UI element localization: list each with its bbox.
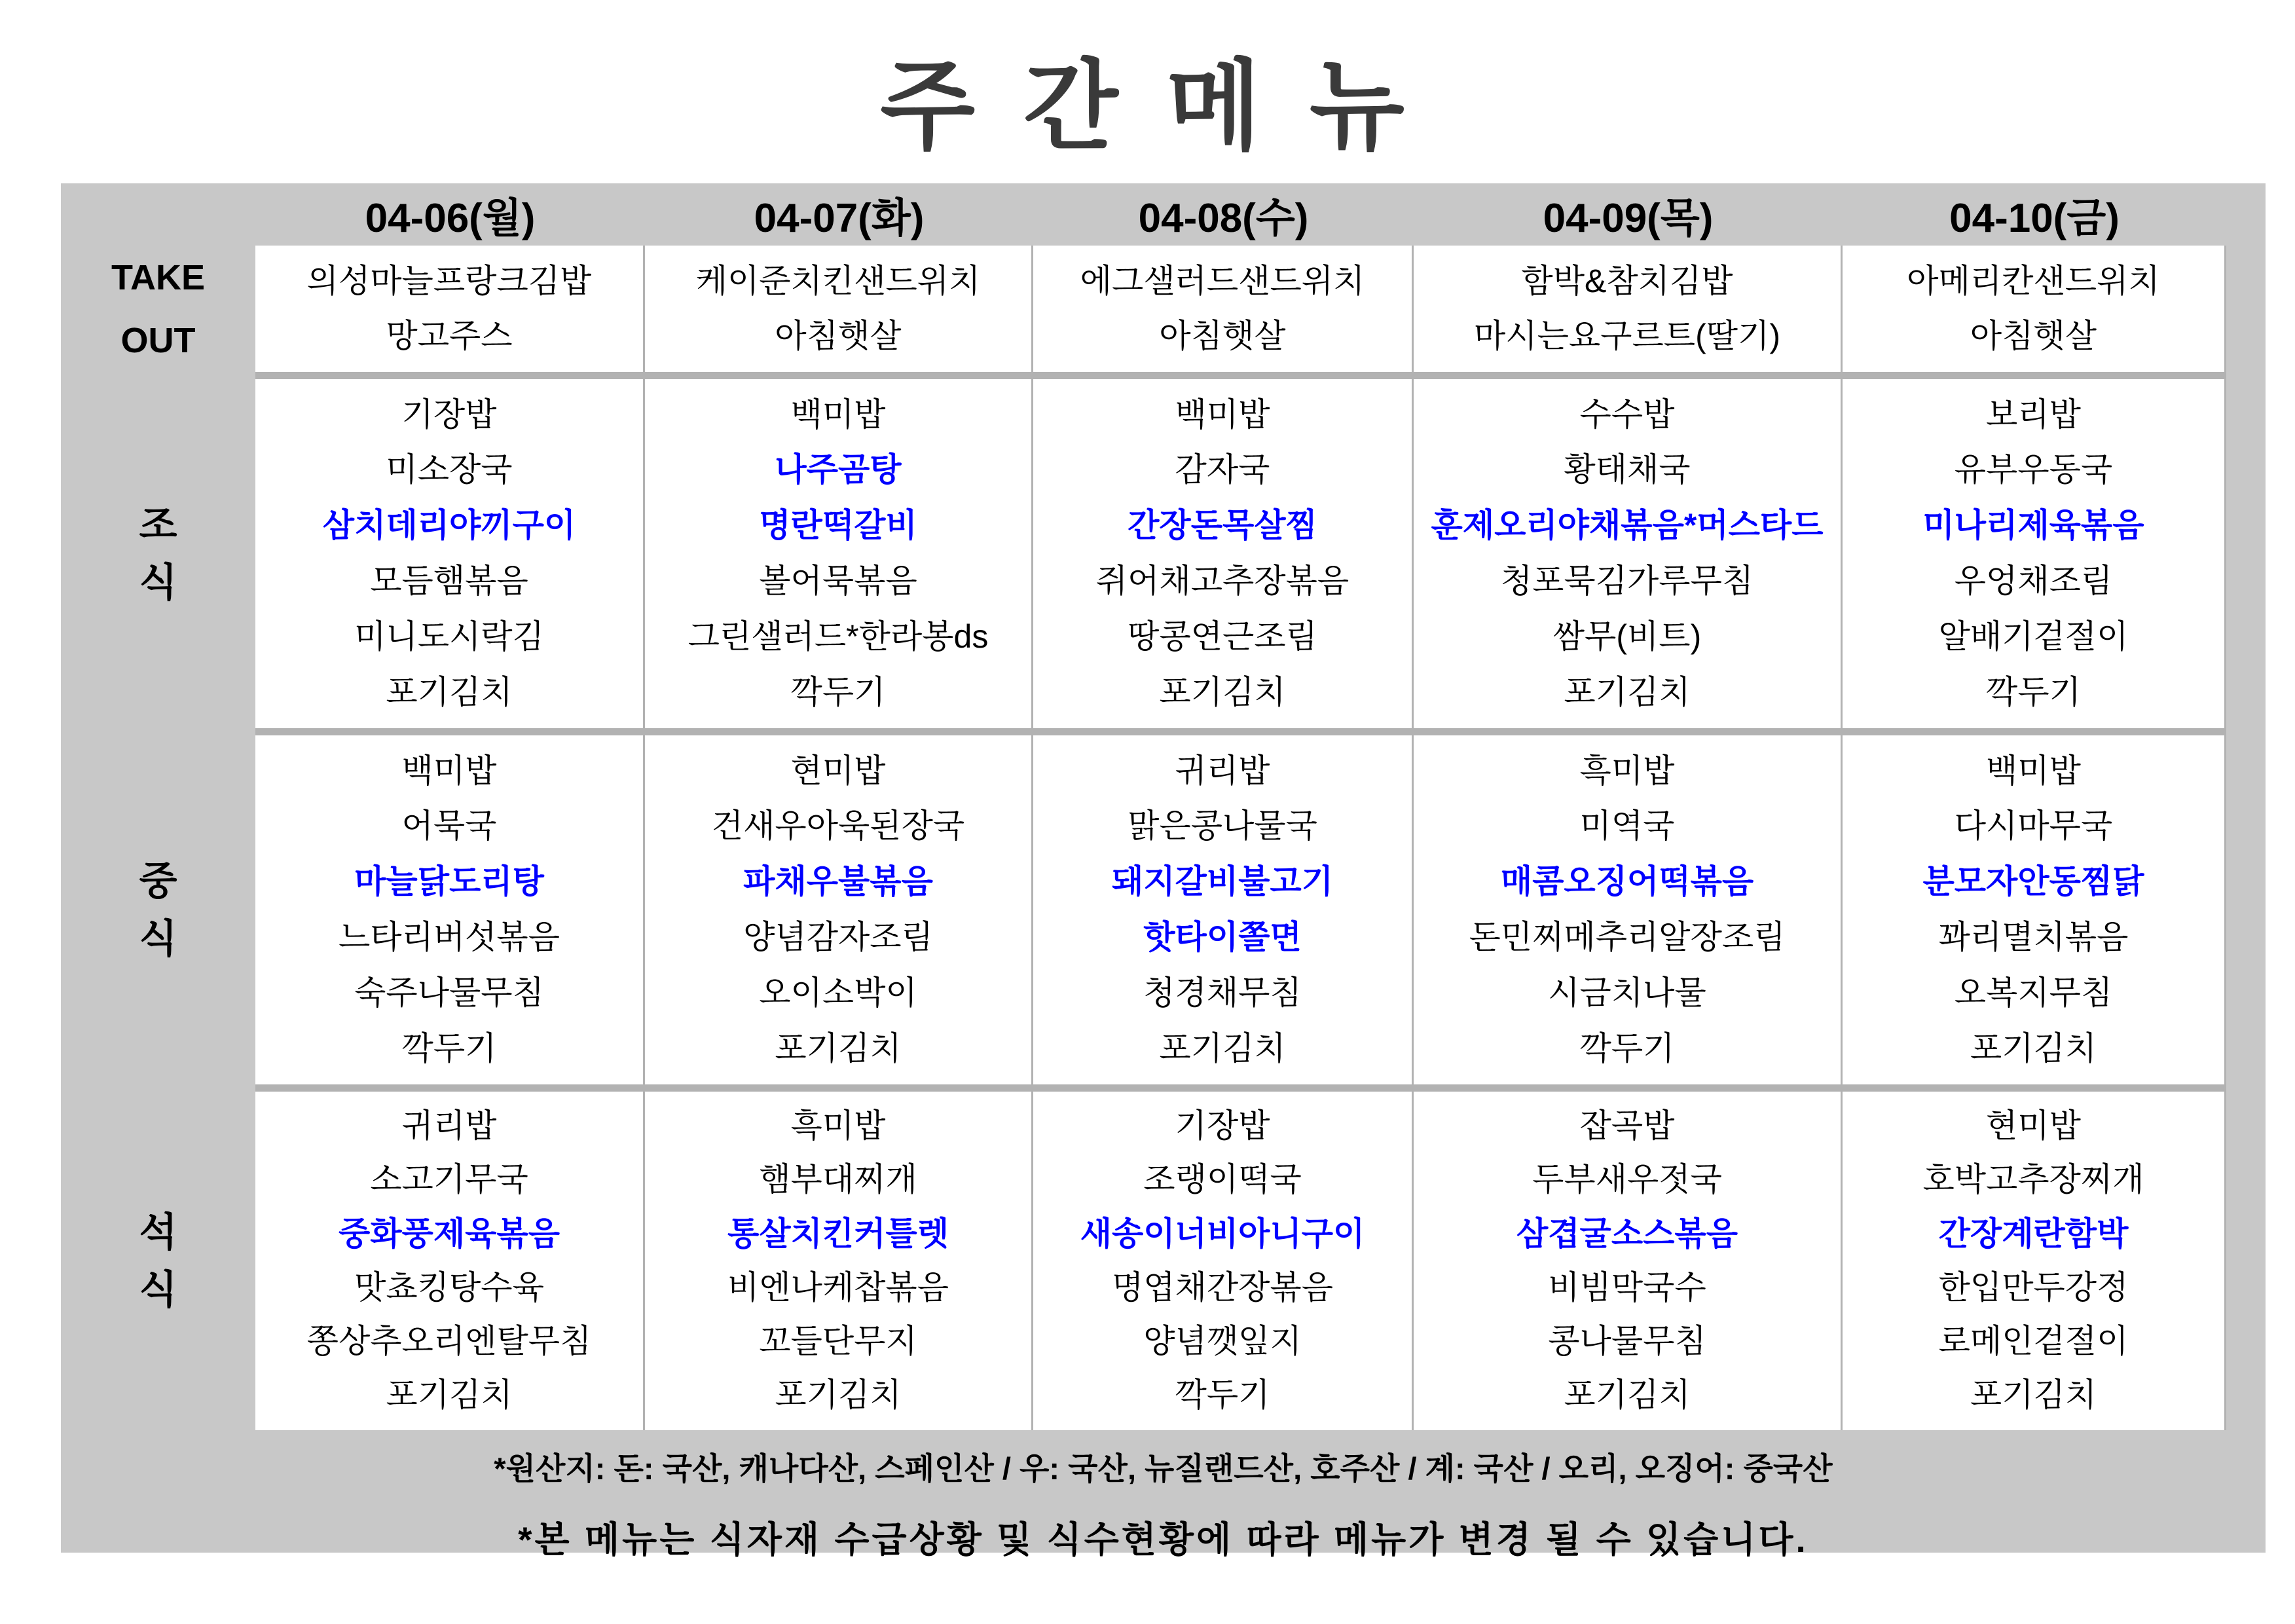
row-divider — [255, 728, 2226, 735]
menu-item: 땅콩연근조림 — [1128, 618, 1317, 655]
menu-item: 맛쵸킹탕수육 — [354, 1268, 544, 1306]
menu-item: 보리밥 — [1986, 396, 2081, 433]
menu-item-highlighted: 나주곰탕 — [775, 451, 902, 489]
menu-cell-dinner-day3 — [1033, 1092, 1414, 1430]
menu-item: 기장밥 — [1175, 1107, 1270, 1145]
meal-label-line: 석 — [139, 1209, 177, 1254]
menu-item: 포기김치 — [1564, 673, 1691, 710]
menu-item: 비빔막국수 — [1548, 1268, 1706, 1306]
menu-item-highlighted: 삼겹굴소스볶음 — [1516, 1215, 1738, 1252]
menu-item: 로메인겉절이 — [1938, 1322, 2129, 1359]
menu-cell-lunch-day3 — [1033, 735, 1414, 1084]
menu-item: 아침햇살 — [1159, 318, 1286, 354]
meal-label-takeout — [61, 246, 255, 372]
row-divider — [255, 1084, 2226, 1092]
menu-item: 볼어묵볶음 — [759, 563, 917, 600]
origin-note: *원산지: 돈: 국산, 캐나다산, 스페인산 / 우: 국산, 뉴질랜드산, 호주산 / 계: 국산 / 오리, 오징어: 중국산 — [494, 1451, 1833, 1486]
menu-cell-lunch-day5 — [1843, 735, 2226, 1084]
menu-item: 쫑상추오리엔탈무침 — [306, 1322, 592, 1359]
meal-label-line: 중 — [139, 858, 177, 903]
menu-item: 돈민찌메추리알장조림 — [1469, 919, 1786, 956]
menu-cell-breakfast-day2 — [645, 379, 1033, 728]
menu-cell-lunch-day1 — [255, 735, 645, 1084]
menu-item-highlighted: 핫타이쫄면 — [1143, 919, 1302, 956]
menu-item-highlighted: 간장계란함박 — [1938, 1215, 2129, 1252]
menu-item: 시금치나물 — [1548, 974, 1706, 1011]
menu-item: 느타리버섯볶음 — [338, 919, 560, 956]
menu-item: 잡곡밥 — [1579, 1107, 1675, 1145]
menu-item: 숙주나물무침 — [354, 974, 544, 1011]
menu-cell-takeout-day3 — [1033, 246, 1414, 372]
menu-cell-dinner-day2 — [645, 1092, 1033, 1430]
menu-item: 포기김치 — [386, 1376, 513, 1414]
menu-item: 알배기겉절이 — [1938, 618, 2129, 655]
menu-item: 백미밥 — [401, 752, 497, 789]
menu-item: 그린샐러드*한라봉ds — [688, 618, 989, 655]
meal-label-line: 조 — [139, 502, 177, 547]
menu-item-highlighted: 분모자안동찜닭 — [1922, 863, 2144, 900]
menu-item: 귀리밥 — [401, 1107, 497, 1145]
menu-item: 양념깻잎지 — [1143, 1322, 1302, 1359]
menu-item: 미역국 — [1579, 807, 1675, 845]
menu-item-highlighted: 간장돈목살찜 — [1128, 507, 1317, 544]
footer-notes — [61, 1430, 2266, 1562]
menu-item: 소고기무국 — [370, 1161, 528, 1198]
menu-item: 모듬햄볶음 — [370, 563, 528, 600]
menu-item: 청포묵김가루무침 — [1500, 563, 1754, 600]
table-corner — [61, 183, 255, 246]
page-title: 주 간 메 뉴 — [880, 51, 1415, 161]
menu-item: 미니도시락김 — [354, 618, 544, 655]
menu-item: 비엔나케찹볶음 — [727, 1268, 949, 1306]
day-header: 04-10(금) — [1949, 196, 2120, 241]
menu-item: 한입만두강정 — [1938, 1268, 2129, 1306]
meal-label-breakfast — [61, 379, 255, 728]
menu-item: 깍두기 — [401, 1029, 497, 1067]
menu-item: 깍두기 — [1175, 1376, 1270, 1414]
menu-item: 기장밥 — [401, 396, 497, 433]
menu-item: 양념감자조림 — [743, 919, 933, 956]
meal-label-line: 식 — [139, 916, 177, 961]
menu-item: 두부새우젓국 — [1532, 1161, 1722, 1198]
change-note: *본 메뉴는 식자재 수급상황 및 식수현황에 따라 메뉴가 변경 될 수 있습니다. — [518, 1519, 1808, 1560]
menu-item: 명엽채간장볶음 — [1111, 1268, 1334, 1306]
menu-cell-breakfast-day5 — [1843, 379, 2226, 728]
menu-item: 깍두기 — [1986, 673, 2081, 710]
meal-label-line: OUT — [120, 320, 196, 360]
menu-item: 깍두기 — [1579, 1029, 1675, 1067]
menu-item: 미소장국 — [386, 451, 513, 489]
menu-item: 맑은콩나물국 — [1128, 807, 1317, 845]
menu-item-highlighted: 미나리제육볶음 — [1922, 507, 2144, 544]
menu-item: 호박고추장찌개 — [1922, 1161, 2144, 1198]
menu-item: 감자국 — [1175, 451, 1270, 489]
menu-item: 백미밥 — [1986, 752, 2081, 789]
menu-item: 아침햇살 — [1970, 318, 2097, 354]
menu-item-highlighted: 돼지갈비불고기 — [1111, 863, 1334, 900]
menu-cell-takeout-day2 — [645, 246, 1033, 372]
meal-label-line: 식 — [139, 1267, 177, 1312]
day-header: 04-07(화) — [754, 196, 925, 241]
menu-item-highlighted: 매콤오징어떡볶음 — [1500, 863, 1754, 900]
menu-cell-dinner-day4 — [1414, 1092, 1843, 1430]
menu-item: 햄부대찌개 — [759, 1161, 917, 1198]
menu-item: 조랭이떡국 — [1143, 1161, 1302, 1198]
menu-item: 흑미밥 — [790, 1107, 886, 1145]
menu-grid — [61, 183, 2266, 1430]
menu-item: 수수밥 — [1579, 396, 1675, 433]
menu-item: 의성마늘프랑크김밥 — [306, 262, 592, 299]
weekly-menu-table — [61, 183, 2266, 1560]
menu-item: 유부우동국 — [1954, 451, 2113, 489]
menu-item: 포기김치 — [1970, 1376, 2097, 1414]
menu-cell-takeout-day4 — [1414, 246, 1843, 372]
meal-label-lunch — [61, 735, 255, 1084]
menu-cell-takeout-day5 — [1843, 246, 2226, 372]
menu-item: 에그샐러드샌드위치 — [1080, 262, 1365, 299]
menu-item: 청경채무침 — [1143, 974, 1302, 1011]
menu-cell-lunch-day2 — [645, 735, 1033, 1084]
day-header: 04-09(목) — [1543, 196, 1714, 241]
menu-item-highlighted: 파채우불볶음 — [743, 863, 933, 900]
menu-item: 망고주스 — [386, 318, 513, 354]
menu-item-highlighted: 명란떡갈비 — [759, 507, 917, 544]
menu-item-highlighted: 중화풍제육볶음 — [338, 1215, 560, 1252]
menu-item: 우엉채조림 — [1954, 563, 2113, 600]
menu-item-highlighted: 마늘닭도리탕 — [354, 863, 544, 900]
menu-item: 케이준치킨샌드위치 — [695, 262, 981, 299]
menu-item: 포기김치 — [386, 673, 513, 710]
menu-item: 꼬들단무지 — [759, 1322, 917, 1359]
menu-item: 포기김치 — [1159, 673, 1286, 710]
menu-item: 오이소박이 — [759, 974, 917, 1011]
menu-item: 포기김치 — [1159, 1029, 1286, 1067]
menu-cell-dinner-day5 — [1843, 1092, 2226, 1430]
day-header: 04-06(월) — [365, 196, 536, 241]
menu-item: 포기김치 — [1970, 1029, 2097, 1067]
menu-item: 함박&참치김밥 — [1521, 262, 1733, 299]
menu-item: 포기김치 — [775, 1029, 902, 1067]
menu-item: 현미밥 — [1986, 1107, 2081, 1145]
menu-item: 귀리밥 — [1175, 752, 1270, 789]
menu-item: 포기김치 — [775, 1376, 902, 1414]
menu-item: 흑미밥 — [1579, 752, 1675, 789]
menu-item: 마시는요구르트(딸기) — [1473, 318, 1780, 354]
menu-cell-breakfast-day4 — [1414, 379, 1843, 728]
menu-item: 아메리칸샌드위치 — [1907, 262, 2160, 299]
menu-item-highlighted: 삼치데리야끼구이 — [322, 507, 576, 544]
meal-label-dinner — [61, 1092, 255, 1430]
meal-label-line: TAKE — [111, 257, 205, 297]
menu-item: 백미밥 — [1175, 396, 1270, 433]
menu-item: 오복지무침 — [1954, 974, 2113, 1011]
meal-label-line: 식 — [139, 560, 177, 604]
menu-cell-takeout-day1 — [255, 246, 645, 372]
menu-item: 다시마무국 — [1954, 807, 2113, 845]
menu-item: 꽈리멸치볶음 — [1938, 919, 2129, 956]
menu-item: 쥐어채고추장볶음 — [1095, 563, 1349, 600]
menu-item: 콩나물무침 — [1548, 1322, 1706, 1359]
menu-item: 쌈무(비트) — [1552, 618, 1702, 655]
menu-item-highlighted: 통살치킨커틀렛 — [727, 1215, 949, 1252]
menu-item: 백미밥 — [790, 396, 886, 433]
menu-item: 포기김치 — [1564, 1376, 1691, 1414]
menu-item: 어묵국 — [401, 807, 497, 845]
menu-cell-breakfast-day3 — [1033, 379, 1414, 728]
menu-item: 황태채국 — [1564, 451, 1691, 489]
row-divider — [255, 372, 2226, 379]
menu-item: 깍두기 — [790, 673, 886, 710]
menu-cell-dinner-day1 — [255, 1092, 645, 1430]
menu-cell-breakfast-day1 — [255, 379, 645, 728]
day-header: 04-08(수) — [1138, 196, 1309, 241]
menu-cell-lunch-day4 — [1414, 735, 1843, 1084]
menu-item: 현미밥 — [790, 752, 886, 789]
menu-item-highlighted: 훈제오리야채볶음*머스타드 — [1431, 507, 1824, 544]
menu-item-highlighted: 새송이너비아니구이 — [1080, 1215, 1365, 1252]
menu-item: 아침햇살 — [775, 318, 902, 354]
menu-item: 건새우아욱된장국 — [711, 807, 965, 845]
